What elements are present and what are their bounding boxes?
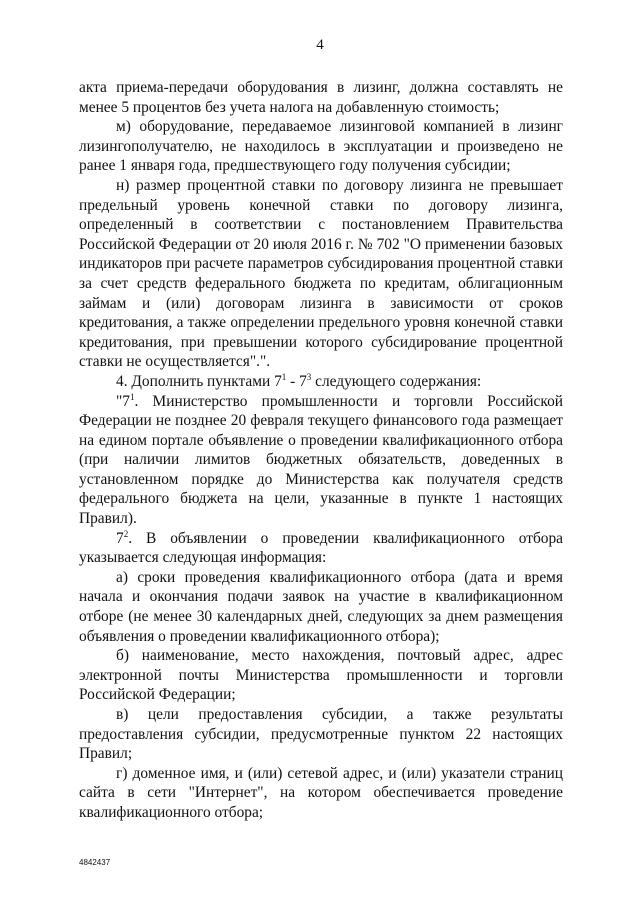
document-code: 4842437 [79, 858, 111, 867]
paragraph-item-4 [79, 372, 563, 392]
paragraph-item-n: н) размер процентной ставки по договору лизинга не превышает предельный уровень конечной ставки по договору лизинга, определенный в соответствии с постановлением Правительства Российской Федерации от 20 июля 2016 г. № 702 "О применении базовых индикаторов при расчете параметров субсидирования процентной ставки за счет средств федерального бюджета по кредитам, облигационным займам и (или) договорам лизинга в зависимости от сроков кредитования, а также определении предельного уровня конечной ставки кредитования, при превышении которого субсидирование процентной ставки не осуществляется".". [79, 176, 563, 371]
subitem-g: г) доменное имя, и (или) сетевой адрес, и (или) указатели страниц сайта в сети "Интернет", на котором обеспечивается проведение квалификационного отбора; [79, 764, 563, 821]
item7-1-text-a: "7 [116, 392, 130, 410]
item7-2-text-a: 7 [116, 529, 124, 547]
subitem-a: а) сроки проведения квалификационного отбора (дата и время начала и окончания подачи заявок на участие в квалификационном отборе (не менее 30 календарных дней, следующих за днем размещения объявления о проведении квалификационного отбора); [79, 568, 563, 645]
paragraph-item-m: м) оборудование, передаваемое лизинговой компанией в лизинг лизингополучателю, не находилось в эксплуатации и произведено не ранее 1 января года, предшествующего году получения субсидии; [79, 118, 563, 175]
paragraph-continuation: акта приема-передачи оборудования в лизинг, должна составлять не менее 5 процентов без учета налога на добавленную стоимость; [79, 79, 563, 116]
item4-superscript-3: 3 [306, 371, 312, 382]
page-number: 4 [316, 37, 324, 53]
item7-1-text-b: . Министерство промышленности и торговли Российской Федерации не позднее 20 февраля текущего финансового года размещает на едином портале объявление о проведении квалификационного отбора (при наличии лимитов бюджетных обязательств, доведенных в установленном порядке до Министерства как получателя средств федерального бюджета на цели, указанные в пункте 1 настоящих Правил). [79, 392, 563, 528]
document-body [79, 78, 563, 823]
paragraph-item-7-1 [79, 392, 563, 529]
item7-1-superscript: 1 [129, 391, 135, 402]
item4-text-c: следующего содержания: [311, 372, 482, 390]
item4-text-a: 4. Дополнить пунктами 7 [116, 372, 282, 390]
item7-2-superscript: 2 [123, 528, 129, 539]
item7-2-text-b: . В объявлении о проведении квалификационного отбора указывается следующая информация: [79, 529, 563, 567]
subitem-b: б) наименование, место нахождения, почтовый адрес, адрес электронной почты Министерства промышленности и торговли Российской Федерации; [79, 647, 563, 704]
subitem-v: в) цели предоставления субсидии, а также результаты предоставления субсидии, предусмотренные пунктом 22 настоящих Правил; [79, 706, 563, 763]
item4-superscript-1: 1 [281, 371, 287, 382]
item4-text-b: - 7 [286, 372, 307, 390]
paragraph-item-7-2 [79, 529, 563, 568]
